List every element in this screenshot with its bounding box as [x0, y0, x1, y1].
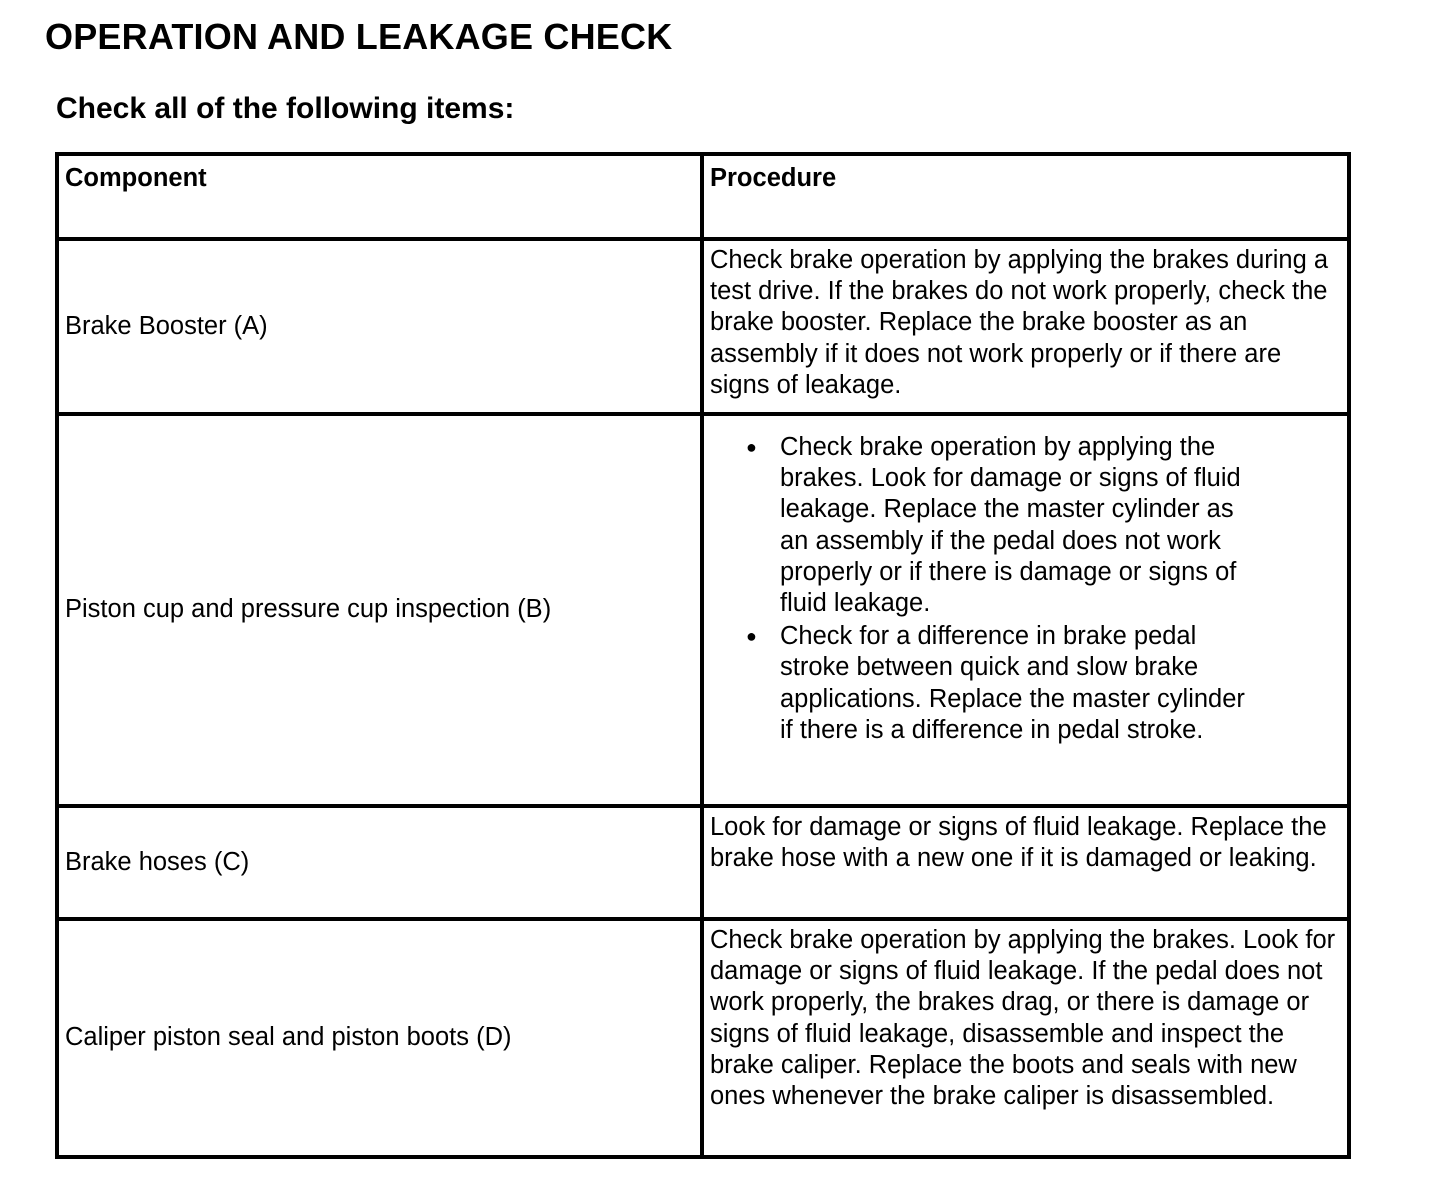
procedure-list: [710, 432, 1341, 746]
procedure-cell: Check brake operation by applying the brakes during a test drive. If the brakes do not work properly, check the brake booster. Replace the brake booster as an assembly if it does not work properly or if there are signs of leakage.: [702, 239, 1349, 414]
procedure-cell: Check brake operation by applying the brakes. Look for damage or signs of fluid leakage. If the pedal does not work properly, the brakes drag, or there is damage or signs of fluid leakage, disassemble and inspect the brake caliper. Replace the boots and seals with new ones whenever the brake caliper is disassembled.: [702, 919, 1349, 1157]
table-header-row: [57, 154, 1349, 239]
component-cell: Brake Booster (A): [57, 239, 702, 414]
column-header-procedure: Procedure: [702, 154, 1349, 239]
column-header-component: Component: [57, 154, 702, 239]
inspection-table: [55, 152, 1351, 1159]
subtitle: Check all of the following items:: [56, 92, 515, 125]
table-row: [57, 806, 1349, 919]
bullet-icon: ●: [746, 626, 757, 647]
table-row: [57, 239, 1349, 414]
bullet-icon: ●: [746, 437, 757, 457]
procedure-list-item: [746, 432, 1260, 619]
procedure-cell: Look for damage or signs of fluid leakage. Replace the brake hose with a new one if it is damaged or leaking.: [702, 806, 1349, 919]
page-title: OPERATION AND LEAKAGE CHECK: [45, 16, 673, 57]
component-cell: Brake hoses (C): [57, 806, 702, 919]
procedure-item-text: Check for a difference in brake pedal stroke between quick and slow brake applications. Replace the master cylinder if there is a difference in pedal stroke.: [780, 622, 1245, 744]
component-cell: Caliper piston seal and piston boots (D): [57, 919, 702, 1157]
procedure-cell: [702, 414, 1349, 806]
component-cell: Piston cup and pressure cup inspection (B): [57, 414, 702, 806]
table-row: [57, 414, 1349, 806]
procedure-item-text: Check brake operation by applying the brakes. Look for damage or signs of fluid leakage. Replace the master cylinder as an assembly if the pedal does not work properly or if there is damage or signs of fluid leakage.: [780, 433, 1241, 618]
table-row: [57, 919, 1349, 1157]
procedure-list-item: [746, 621, 1260, 746]
